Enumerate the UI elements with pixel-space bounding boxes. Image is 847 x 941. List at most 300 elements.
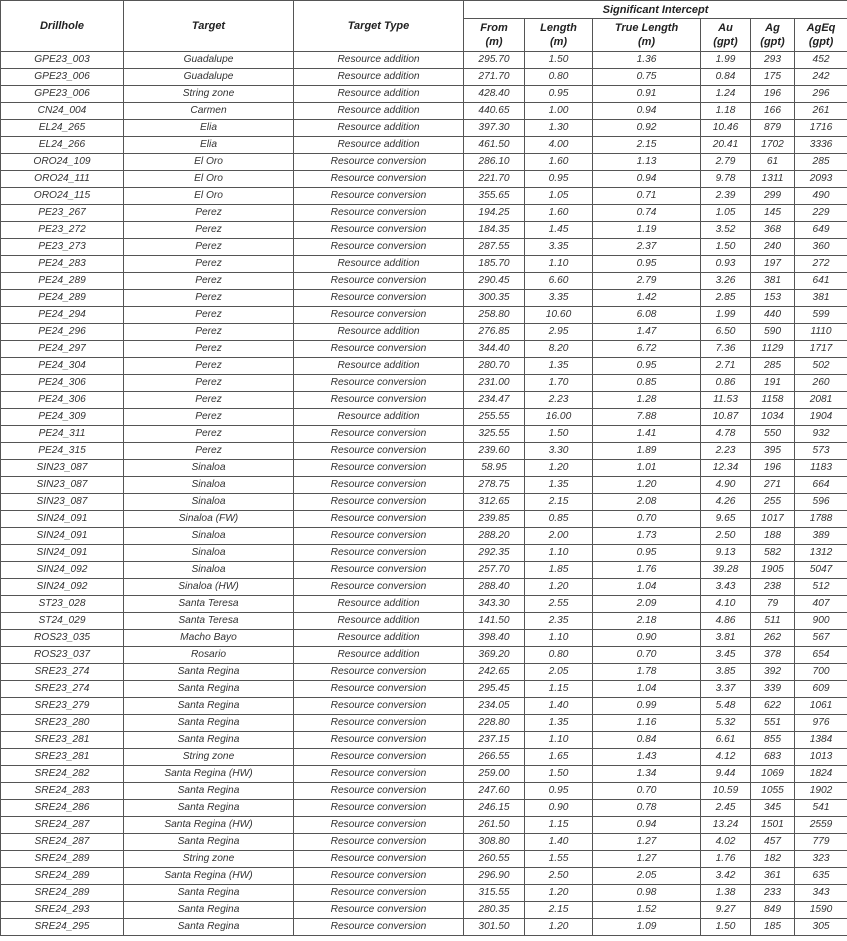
cell-drillhole: CN24_004 xyxy=(1,103,124,120)
cell-length: 1.20 xyxy=(525,919,593,936)
table-row xyxy=(1,919,847,936)
cell-au: 39.28 xyxy=(701,562,751,579)
cell-au: 3.26 xyxy=(701,273,751,290)
table-header xyxy=(1,1,847,52)
cell-from: 239.85 xyxy=(464,511,525,528)
header-true-length xyxy=(593,19,701,52)
header-true-length-label: True Length xyxy=(614,22,679,34)
cell-target-type: Resource conversion xyxy=(294,562,464,579)
cell-target-type: Resource addition xyxy=(294,358,464,375)
cell-drillhole: SIN24_091 xyxy=(1,545,124,562)
cell-from: 259.00 xyxy=(464,766,525,783)
cell-from: 237.15 xyxy=(464,732,525,749)
table-row xyxy=(1,137,847,154)
cell-true-length: 0.85 xyxy=(593,375,701,392)
cell-target: Rosario xyxy=(124,647,294,664)
cell-au: 1.50 xyxy=(701,919,751,936)
table-row xyxy=(1,783,847,800)
table-row xyxy=(1,902,847,919)
cell-ag: 622 xyxy=(751,698,795,715)
table-row xyxy=(1,851,847,868)
cell-target: Santa Regina xyxy=(124,834,294,851)
cell-au: 4.02 xyxy=(701,834,751,851)
cell-true-length: 0.98 xyxy=(593,885,701,902)
cell-length: 1.20 xyxy=(525,579,593,596)
cell-true-length: 6.08 xyxy=(593,307,701,324)
table-row xyxy=(1,120,847,137)
cell-length: 0.80 xyxy=(525,647,593,664)
cell-target-type: Resource conversion xyxy=(294,715,464,732)
cell-true-length: 1.76 xyxy=(593,562,701,579)
cell-au: 9.44 xyxy=(701,766,751,783)
cell-ag: 240 xyxy=(751,239,795,256)
cell-target: Sinaloa xyxy=(124,562,294,579)
cell-ag: 61 xyxy=(751,154,795,171)
cell-from: 221.70 xyxy=(464,171,525,188)
cell-ageq: 1717 xyxy=(795,341,847,358)
cell-target: Sinaloa xyxy=(124,494,294,511)
cell-length: 2.55 xyxy=(525,596,593,613)
cell-length: 2.05 xyxy=(525,664,593,681)
cell-from: 308.80 xyxy=(464,834,525,851)
table-row xyxy=(1,885,847,902)
cell-ageq: 242 xyxy=(795,69,847,86)
cell-ageq: 1061 xyxy=(795,698,847,715)
cell-ag: 1158 xyxy=(751,392,795,409)
cell-ageq: 343 xyxy=(795,885,847,902)
cell-ag: 855 xyxy=(751,732,795,749)
cell-ag: 1311 xyxy=(751,171,795,188)
cell-true-length: 0.95 xyxy=(593,358,701,375)
table-row xyxy=(1,596,847,613)
cell-target: Perez xyxy=(124,341,294,358)
cell-length: 1.35 xyxy=(525,477,593,494)
cell-au: 2.39 xyxy=(701,188,751,205)
cell-target: Santa Regina xyxy=(124,919,294,936)
cell-au: 1.18 xyxy=(701,103,751,120)
cell-true-length: 0.91 xyxy=(593,86,701,103)
cell-drillhole: SRE24_287 xyxy=(1,834,124,851)
cell-au: 4.26 xyxy=(701,494,751,511)
cell-length: 1.65 xyxy=(525,749,593,766)
table-row xyxy=(1,800,847,817)
cell-drillhole: ST24_029 xyxy=(1,613,124,630)
cell-true-length: 1.42 xyxy=(593,290,701,307)
cell-ageq: 1824 xyxy=(795,766,847,783)
cell-from: 295.70 xyxy=(464,52,525,69)
cell-target-type: Resource addition xyxy=(294,120,464,137)
cell-au: 4.12 xyxy=(701,749,751,766)
cell-drillhole: EL24_266 xyxy=(1,137,124,154)
cell-ag: 1129 xyxy=(751,341,795,358)
cell-target: Elia xyxy=(124,120,294,137)
cell-ageq: 407 xyxy=(795,596,847,613)
cell-length: 2.15 xyxy=(525,902,593,919)
cell-true-length: 1.20 xyxy=(593,477,701,494)
cell-target: Sinaloa xyxy=(124,460,294,477)
cell-target-type: Resource conversion xyxy=(294,664,464,681)
cell-target-type: Resource addition xyxy=(294,52,464,69)
cell-target-type: Resource conversion xyxy=(294,392,464,409)
cell-target-type: Resource conversion xyxy=(294,307,464,324)
cell-ag: 197 xyxy=(751,256,795,273)
cell-length: 0.90 xyxy=(525,800,593,817)
cell-ageq: 567 xyxy=(795,630,847,647)
cell-length: 10.60 xyxy=(525,307,593,324)
cell-drillhole: PE24_304 xyxy=(1,358,124,375)
cell-true-length: 2.79 xyxy=(593,273,701,290)
cell-au: 1.24 xyxy=(701,86,751,103)
cell-true-length: 1.28 xyxy=(593,392,701,409)
cell-ag: 1905 xyxy=(751,562,795,579)
cell-ag: 196 xyxy=(751,86,795,103)
cell-drillhole: PE24_283 xyxy=(1,256,124,273)
cell-ageq: 654 xyxy=(795,647,847,664)
cell-au: 2.23 xyxy=(701,443,751,460)
cell-ag: 255 xyxy=(751,494,795,511)
cell-length: 1.30 xyxy=(525,120,593,137)
cell-au: 9.27 xyxy=(701,902,751,919)
cell-target: Perez xyxy=(124,409,294,426)
cell-ag: 879 xyxy=(751,120,795,137)
cell-au: 4.90 xyxy=(701,477,751,494)
cell-length: 1.70 xyxy=(525,375,593,392)
cell-ageq: 1110 xyxy=(795,324,847,341)
cell-true-length: 0.84 xyxy=(593,732,701,749)
cell-au: 1.76 xyxy=(701,851,751,868)
header-true-length-unit: (m) xyxy=(637,36,656,48)
cell-ag: 339 xyxy=(751,681,795,698)
cell-ag: 381 xyxy=(751,273,795,290)
cell-length: 3.35 xyxy=(525,239,593,256)
cell-true-length: 0.94 xyxy=(593,103,701,120)
cell-ageq: 1183 xyxy=(795,460,847,477)
table-row xyxy=(1,290,847,307)
cell-from: 344.40 xyxy=(464,341,525,358)
cell-ag: 166 xyxy=(751,103,795,120)
header-ag-unit: (gpt) xyxy=(760,36,785,48)
cell-au: 4.10 xyxy=(701,596,751,613)
cell-au: 0.84 xyxy=(701,69,751,86)
cell-drillhole: SRE24_283 xyxy=(1,783,124,800)
cell-ageq: 490 xyxy=(795,188,847,205)
cell-target-type: Resource conversion xyxy=(294,188,464,205)
cell-from: 246.15 xyxy=(464,800,525,817)
cell-au: 9.13 xyxy=(701,545,751,562)
cell-target: Perez xyxy=(124,273,294,290)
cell-ageq: 1788 xyxy=(795,511,847,528)
cell-au: 1.99 xyxy=(701,307,751,324)
cell-length: 1.05 xyxy=(525,188,593,205)
cell-target: Santa Regina (HW) xyxy=(124,766,294,783)
cell-target-type: Resource conversion xyxy=(294,273,464,290)
cell-ag: 1055 xyxy=(751,783,795,800)
table-row xyxy=(1,375,847,392)
cell-target: Santa Regina xyxy=(124,664,294,681)
header-ageq-label: AgEq xyxy=(806,22,836,34)
cell-target: Santa Regina xyxy=(124,902,294,919)
cell-length: 1.35 xyxy=(525,715,593,732)
cell-au: 10.46 xyxy=(701,120,751,137)
cell-ageq: 305 xyxy=(795,919,847,936)
cell-au: 4.86 xyxy=(701,613,751,630)
table-row xyxy=(1,545,847,562)
cell-true-length: 1.19 xyxy=(593,222,701,239)
cell-au: 1.05 xyxy=(701,205,751,222)
cell-target-type: Resource conversion xyxy=(294,698,464,715)
cell-from: 234.47 xyxy=(464,392,525,409)
cell-au: 5.32 xyxy=(701,715,751,732)
cell-ag: 1017 xyxy=(751,511,795,528)
cell-ageq: 512 xyxy=(795,579,847,596)
cell-ag: 293 xyxy=(751,52,795,69)
header-au-unit: (gpt) xyxy=(713,36,738,48)
cell-target-type: Resource conversion xyxy=(294,477,464,494)
table-row xyxy=(1,341,847,358)
cell-length: 1.50 xyxy=(525,426,593,443)
cell-ageq: 229 xyxy=(795,205,847,222)
table-row xyxy=(1,324,847,341)
cell-au: 3.81 xyxy=(701,630,751,647)
header-drillhole: Drillhole xyxy=(1,1,124,52)
cell-drillhole: SRE23_274 xyxy=(1,681,124,698)
cell-from: 234.05 xyxy=(464,698,525,715)
cell-true-length: 1.16 xyxy=(593,715,701,732)
cell-target: Santa Regina xyxy=(124,732,294,749)
table-row xyxy=(1,426,847,443)
table-row xyxy=(1,817,847,834)
cell-drillhole: PE24_311 xyxy=(1,426,124,443)
cell-target-type: Resource conversion xyxy=(294,783,464,800)
cell-true-length: 0.94 xyxy=(593,171,701,188)
cell-drillhole: PE23_272 xyxy=(1,222,124,239)
cell-target: Guadalupe xyxy=(124,52,294,69)
cell-true-length: 1.04 xyxy=(593,579,701,596)
cell-true-length: 2.09 xyxy=(593,596,701,613)
cell-from: 58.95 xyxy=(464,460,525,477)
cell-from: 301.50 xyxy=(464,919,525,936)
cell-ageq: 700 xyxy=(795,664,847,681)
cell-true-length: 0.70 xyxy=(593,783,701,800)
cell-au: 3.85 xyxy=(701,664,751,681)
header-length-label: Length xyxy=(540,22,577,34)
cell-from: 292.35 xyxy=(464,545,525,562)
table-row xyxy=(1,154,847,171)
cell-target: Santa Teresa xyxy=(124,613,294,630)
cell-ag: 395 xyxy=(751,443,795,460)
cell-true-length: 7.88 xyxy=(593,409,701,426)
cell-au: 7.36 xyxy=(701,341,751,358)
cell-ag: 175 xyxy=(751,69,795,86)
cell-drillhole: GPE23_006 xyxy=(1,86,124,103)
cell-drillhole: SRE24_286 xyxy=(1,800,124,817)
cell-ageq: 360 xyxy=(795,239,847,256)
cell-target-type: Resource addition xyxy=(294,613,464,630)
cell-target: Santa Regina xyxy=(124,698,294,715)
cell-target-type: Resource conversion xyxy=(294,800,464,817)
cell-target-type: Resource conversion xyxy=(294,851,464,868)
cell-ag: 361 xyxy=(751,868,795,885)
cell-ageq: 573 xyxy=(795,443,847,460)
cell-true-length: 2.08 xyxy=(593,494,701,511)
cell-true-length: 1.78 xyxy=(593,664,701,681)
cell-drillhole: PE24_306 xyxy=(1,392,124,409)
cell-target: Elia xyxy=(124,137,294,154)
cell-from: 355.65 xyxy=(464,188,525,205)
cell-from: 288.20 xyxy=(464,528,525,545)
cell-length: 2.50 xyxy=(525,868,593,885)
cell-drillhole: EL24_265 xyxy=(1,120,124,137)
cell-drillhole: PE24_315 xyxy=(1,443,124,460)
cell-target: Perez xyxy=(124,392,294,409)
cell-from: 276.85 xyxy=(464,324,525,341)
cell-length: 1.15 xyxy=(525,681,593,698)
cell-from: 257.70 xyxy=(464,562,525,579)
cell-true-length: 0.95 xyxy=(593,256,701,273)
cell-ageq: 932 xyxy=(795,426,847,443)
cell-ag: 145 xyxy=(751,205,795,222)
cell-drillhole: PE24_309 xyxy=(1,409,124,426)
cell-drillhole: PE24_289 xyxy=(1,273,124,290)
cell-ag: 1702 xyxy=(751,137,795,154)
cell-drillhole: PE24_296 xyxy=(1,324,124,341)
cell-target: Santa Regina xyxy=(124,800,294,817)
cell-ageq: 381 xyxy=(795,290,847,307)
cell-au: 5.48 xyxy=(701,698,751,715)
table-row xyxy=(1,222,847,239)
cell-from: 184.35 xyxy=(464,222,525,239)
cell-ageq: 1716 xyxy=(795,120,847,137)
table-row xyxy=(1,613,847,630)
cell-target-type: Resource conversion xyxy=(294,885,464,902)
cell-true-length: 1.04 xyxy=(593,681,701,698)
cell-ageq: 389 xyxy=(795,528,847,545)
cell-from: 312.65 xyxy=(464,494,525,511)
header-length xyxy=(525,19,593,52)
table-row xyxy=(1,732,847,749)
cell-target-type: Resource conversion xyxy=(294,171,464,188)
cell-length: 1.10 xyxy=(525,545,593,562)
cell-ageq: 1904 xyxy=(795,409,847,426)
cell-ageq: 541 xyxy=(795,800,847,817)
cell-au: 9.65 xyxy=(701,511,751,528)
cell-length: 0.80 xyxy=(525,69,593,86)
cell-ageq: 285 xyxy=(795,154,847,171)
cell-target-type: Resource conversion xyxy=(294,919,464,936)
cell-target-type: Resource conversion xyxy=(294,460,464,477)
cell-true-length: 0.74 xyxy=(593,205,701,222)
cell-length: 1.85 xyxy=(525,562,593,579)
cell-drillhole: SRE24_289 xyxy=(1,868,124,885)
cell-target: Sinaloa (HW) xyxy=(124,579,294,596)
cell-ag: 182 xyxy=(751,851,795,868)
cell-from: 231.00 xyxy=(464,375,525,392)
table-row xyxy=(1,715,847,732)
table-row xyxy=(1,766,847,783)
cell-target: Perez xyxy=(124,375,294,392)
cell-target-type: Resource conversion xyxy=(294,766,464,783)
header-target: Target xyxy=(124,1,294,52)
cell-au: 3.52 xyxy=(701,222,751,239)
header-au-label: Au xyxy=(718,22,733,34)
cell-ageq: 1384 xyxy=(795,732,847,749)
cell-true-length: 0.75 xyxy=(593,69,701,86)
cell-drillhole: SIN24_091 xyxy=(1,528,124,545)
cell-ag: 345 xyxy=(751,800,795,817)
cell-ag: 378 xyxy=(751,647,795,664)
cell-from: 440.65 xyxy=(464,103,525,120)
table-row xyxy=(1,103,847,120)
cell-target-type: Resource conversion xyxy=(294,834,464,851)
cell-length: 2.15 xyxy=(525,494,593,511)
cell-from: 239.60 xyxy=(464,443,525,460)
cell-target: Perez xyxy=(124,205,294,222)
cell-drillhole: SIN23_087 xyxy=(1,477,124,494)
cell-target: Sinaloa (FW) xyxy=(124,511,294,528)
cell-ag: 79 xyxy=(751,596,795,613)
cell-from: 242.65 xyxy=(464,664,525,681)
table-row xyxy=(1,86,847,103)
cell-ageq: 779 xyxy=(795,834,847,851)
cell-length: 1.10 xyxy=(525,732,593,749)
cell-target-type: Resource addition xyxy=(294,647,464,664)
cell-true-length: 2.37 xyxy=(593,239,701,256)
cell-length: 3.30 xyxy=(525,443,593,460)
cell-ageq: 1590 xyxy=(795,902,847,919)
cell-ageq: 900 xyxy=(795,613,847,630)
cell-true-length: 1.09 xyxy=(593,919,701,936)
cell-drillhole: SIN23_087 xyxy=(1,460,124,477)
header-target-type: Target Type xyxy=(294,1,464,52)
cell-au: 1.99 xyxy=(701,52,751,69)
cell-target-type: Resource addition xyxy=(294,324,464,341)
cell-target-type: Resource conversion xyxy=(294,902,464,919)
cell-drillhole: SRE23_281 xyxy=(1,749,124,766)
cell-length: 8.20 xyxy=(525,341,593,358)
cell-target: Macho Bayo xyxy=(124,630,294,647)
cell-drillhole: SIN24_091 xyxy=(1,511,124,528)
cell-target: Perez xyxy=(124,256,294,273)
cell-ageq: 261 xyxy=(795,103,847,120)
cell-from: 271.70 xyxy=(464,69,525,86)
cell-ageq: 1902 xyxy=(795,783,847,800)
cell-target-type: Resource conversion xyxy=(294,494,464,511)
cell-drillhole: SRE24_289 xyxy=(1,851,124,868)
cell-drillhole: PE23_273 xyxy=(1,239,124,256)
cell-target: Santa Regina xyxy=(124,681,294,698)
cell-from: 258.80 xyxy=(464,307,525,324)
cell-drillhole: SRE23_279 xyxy=(1,698,124,715)
cell-from: 185.70 xyxy=(464,256,525,273)
header-length-unit: (m) xyxy=(549,36,568,48)
cell-target: Perez xyxy=(124,324,294,341)
cell-true-length: 1.01 xyxy=(593,460,701,477)
cell-drillhole: SIN24_092 xyxy=(1,579,124,596)
cell-au: 2.71 xyxy=(701,358,751,375)
cell-au: 0.93 xyxy=(701,256,751,273)
cell-from: 280.35 xyxy=(464,902,525,919)
cell-target-type: Resource addition xyxy=(294,409,464,426)
table-row xyxy=(1,307,847,324)
cell-target: Guadalupe xyxy=(124,69,294,86)
cell-ag: 551 xyxy=(751,715,795,732)
cell-target: String zone xyxy=(124,851,294,868)
cell-drillhole: SIN24_092 xyxy=(1,562,124,579)
cell-target: String zone xyxy=(124,749,294,766)
cell-target: Santa Regina xyxy=(124,885,294,902)
cell-target-type: Resource conversion xyxy=(294,154,464,171)
cell-true-length: 0.70 xyxy=(593,511,701,528)
